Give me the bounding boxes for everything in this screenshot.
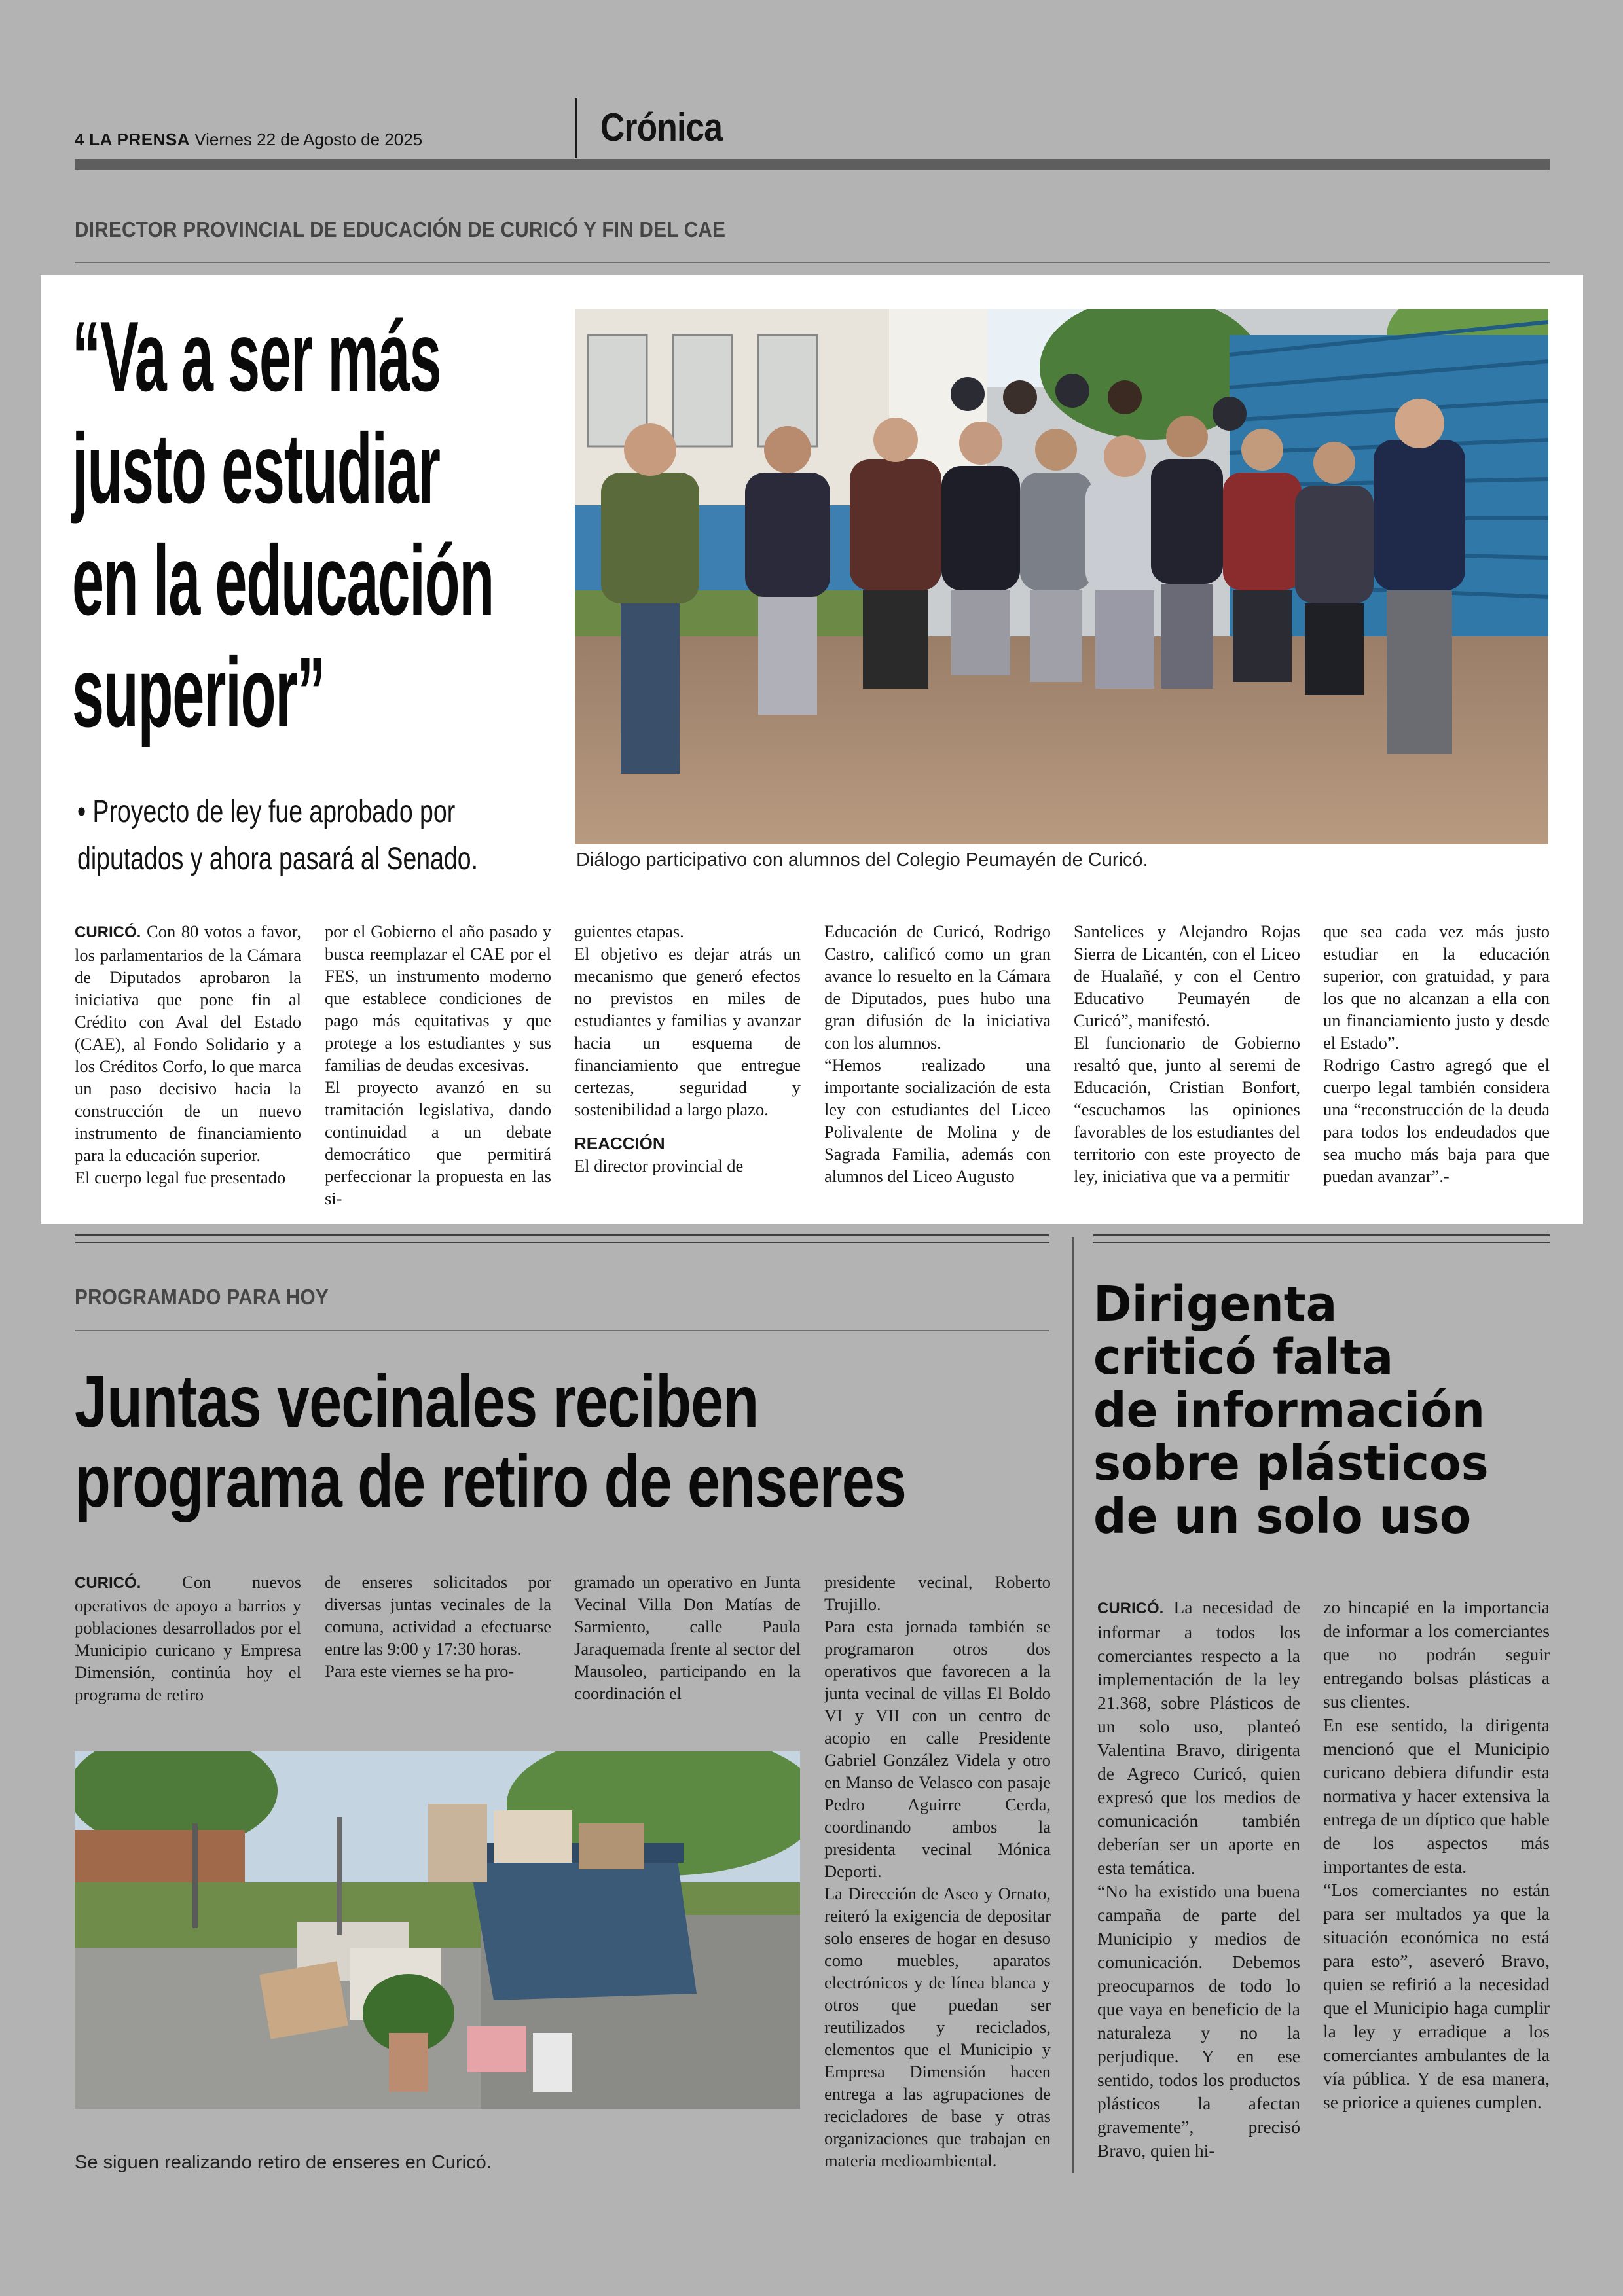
paragraph: En ese sentido, la dirigenta mencionó que el Municipio curicano debiera difundir esta normativa y hacer extensiva la entrega de un díptico que hable de los aspectos más importantes de esta.	[1323, 1715, 1550, 1876]
article3-column-1	[1097, 1596, 1300, 2162]
paragraph: La necesidad de informar a todos los comerciantes respecto a la implementación de la ley 21.368, sobre Plásticos de un solo uso, planteó Valentina Bravo, dirigenta de Agreco Curicó, quien expresó que los medios de comunicación también deberían ser un aporte en esta temática.	[1097, 1597, 1300, 1878]
paragraph: presidente vecinal, Roberto Trujillo.	[824, 1572, 1051, 1614]
paragraph: guientes etapas.	[574, 922, 684, 941]
headline-line: de un solo uso	[1093, 1488, 1472, 1545]
paragraph: por el Gobierno el año pasado y busca reemplazar el CAE por el FES, un instrumento moderno que establece condiciones de pago más equitativas y que protege a los estudiantes y sus familias de deudas excesivas.	[325, 922, 551, 1075]
paragraph: que sea cada vez más justo estudiar en la educación superior, con gratuidad, y para los que no alcanzan a ella con un financiamiento justo y desde el Estado”.	[1323, 922, 1550, 1052]
headline-line: de información	[1093, 1382, 1486, 1439]
article2-photo-caption: Se siguen realizando retiro de enseres en Curicó.	[75, 2152, 492, 2173]
headline-line: programa de retiro de enseres	[75, 1440, 907, 1522]
paragraph: Con nuevos operativos de apoyo a barrios y poblaciones desarrollados por el Municipio curicano y Empresa Dimensión, continúa hoy el programa de retiro	[75, 1572, 301, 1704]
article1-subhead	[77, 789, 603, 883]
section-title: Crónica	[600, 105, 723, 149]
paragraph: “Los comerciantes no están para ser multados ya que la situación económica no está para esto”, aseveró Bravo, quien se refirió a la necesidad que el Municipio haga cumplir la ley y erradique a los comerciantes ambulantes de la vía pública. Y de esa manera, se priorice a quienes cumplen.	[1323, 1880, 1550, 2112]
article1-kicker: DIRECTOR PROVINCIAL DE EDUCACIÓN DE CURICÓ Y FIN DEL CAE	[75, 217, 726, 242]
headline-line: “Va a ser más	[72, 301, 441, 412]
article3-column-2	[1323, 1596, 1550, 2114]
paragraph: gramado un operativo en Junta Vecinal Villa Don Matías de Sarmiento, calle Paula Jaraquemada frente al sector del Mausoleo, participando en la coordinación el	[574, 1572, 801, 1703]
article1-column-5	[1074, 920, 1300, 1187]
dateline: CURICÓ.	[75, 924, 141, 941]
header-divider	[575, 98, 577, 158]
paragraph: El cuerpo legal fue presentado	[75, 1168, 286, 1187]
page-number: 4	[75, 130, 84, 149]
article1-headline	[72, 301, 642, 749]
article1-column-6	[1323, 920, 1550, 1187]
headline-line: sobre plásticos	[1093, 1435, 1489, 1492]
masthead	[75, 130, 422, 150]
paragraph: Para este viernes se ha pro-	[325, 1661, 515, 1681]
paragraph: “No ha existido una buena campaña de parte del Municipio y medios de comunicación. Debemos preocuparnos de todo lo que vaya en beneficio de la naturaleza y no la perjudique. Y en ese sentido, todos los productos plásticos la afectan gravemente”, precisó Bravo, quien hi-	[1097, 1881, 1300, 2161]
headline-line: Dirigenta	[1093, 1276, 1338, 1333]
paragraph: El proyecto avanzó en su tramitación legislativa, dando continuidad a un debate democrático que permitirá perfeccionar la propuesta en las si-	[325, 1077, 551, 1208]
paragraph: El objetivo es dejar atrás un mecanismo que generó efectos no previstos en miles de estudiantes y familias y avanzar hacia un esquema de financiamiento que entregue certezas, seguridad y sostenibilidad a largo plazo.	[574, 944, 801, 1119]
dateline: CURICÓ.	[75, 1574, 141, 1592]
issue-date: Viernes 22 de Agosto de 2025	[194, 130, 423, 149]
dateline: CURICÓ.	[1097, 1600, 1164, 1617]
article2-column-4	[824, 1571, 1051, 2172]
header-bar	[75, 159, 1550, 170]
headline-line: Juntas vecinales reciben	[75, 1360, 759, 1443]
section-double-rule	[75, 1234, 1049, 1243]
article2-kicker: PROGRAMADO PARA HOY	[75, 1285, 329, 1309]
article1-column-1	[75, 920, 301, 1189]
headline-line: justo estudiar	[72, 413, 440, 524]
section-double-rule	[1093, 1234, 1550, 1243]
article2-column-1	[75, 1571, 301, 1706]
students-group-photo	[575, 309, 1548, 844]
paragraph: Rodrigo Castro agregó que el cuerpo legal también considera una “reconstrucción de la deuda para todos los endeudados que sea mucho más baja para que puedan avanzar”.-	[1323, 1055, 1550, 1186]
kicker-rule	[75, 262, 1550, 263]
paragraph: Educación de Curicó, Rodrigo Castro, calificó como un gran avance lo resuelto en la Cámara de Diputados, pues hubo una gran difusión de la iniciativa con los alumnos.	[824, 922, 1051, 1052]
subheading: REACCIÓN	[574, 1134, 665, 1153]
enseres-removal-photo	[75, 1751, 800, 2109]
paragraph: Para esta jornada también se programaron otros dos operativos que favorecen a la junta vecinal de villas El Boldo VI y VII con un centro de acopio en calle Presidente Gabriel González Videla y otro en Manso de Velasco con pasaje Pedro Aguirre Cerda, coordinando ambos la presidenta vecinal Mónica Deporti.	[824, 1617, 1051, 1881]
paragraph: Con 80 votos a favor, los parlamentarios de la Cámara de Diputados aprobaron la iniciativa que pone fin al Crédito con Aval del Estado (CAE), al Fondo Solidario y a los Créditos Corfo, lo que marca un paso decisivo hacia la construcción de un nuevo instrumento de financiamiento para la educación superior.	[75, 922, 302, 1165]
article1-column-3	[574, 920, 801, 1177]
paper-name: LA PRENSA	[89, 130, 190, 149]
article1-column-2	[325, 920, 551, 1210]
paragraph: “Hemos realizado una importante socialización de esta ley con estudiantes del Liceo Polivalente de Molina y de Sagrada Familia, además con alumnos del Liceo Augusto	[824, 1055, 1051, 1186]
paragraph: La Dirección de Aseo y Ornato, reiteró la exigencia de depositar solo enseres de hogar en desuso como muebles, aparatos electrónicos y de línea blanca y otros que puedan ser reutilizados y reciclados, elementos que el Municipio y Empresa Dimensión hacen entrega a las agrupaciones de recicladores de base y otras organizaciones que trabajan en materia medioambiental.	[824, 1884, 1051, 2170]
subhead-line: diputados y ahora pasará al Senado.	[77, 842, 478, 876]
headline-line: criticó falta	[1093, 1329, 1394, 1386]
subhead-line: • Proyecto de ley fue aprobado por	[77, 795, 456, 829]
article1-column-4	[824, 920, 1051, 1187]
paragraph: Santelices y Alejandro Rojas Sierra de Licantén, con el Liceo de Hualañé, y con el Centro Educativo Peumayén de Curicó”, manifestó.	[1074, 922, 1300, 1030]
paragraph: El director provincial de	[574, 1156, 744, 1175]
paragraph: de enseres solicitados por diversas juntas vecinales de la comuna, actividad a efectuarse entre las 9:00 y 17:30 horas.	[325, 1572, 551, 1659]
kicker-rule	[75, 1330, 1049, 1331]
article2-column-3	[574, 1571, 801, 1704]
article1-photo-caption: Diálogo participativo con alumnos del Colegio Peumayén de Curicó.	[576, 850, 1148, 870]
article2-column-2	[325, 1571, 551, 1682]
paragraph: zo hincapié en la importancia de informar a los comerciantes que no podrán seguir entregando bolsas plásticas a sus clientes.	[1323, 1597, 1550, 1712]
headline-line: en la educación	[72, 525, 494, 636]
article3-headline	[1093, 1278, 1569, 1543]
article2-headline	[75, 1361, 1116, 1521]
headline-line: superior”	[72, 637, 325, 748]
paragraph: El funcionario de Gobierno resaltó que, junto al seremi de Educación, Cristian Bonfort, “escuchamos las opiniones favorables de los estudiantes del territorio con este proyecto de ley, iniciativa que va a permitir	[1074, 1033, 1300, 1186]
